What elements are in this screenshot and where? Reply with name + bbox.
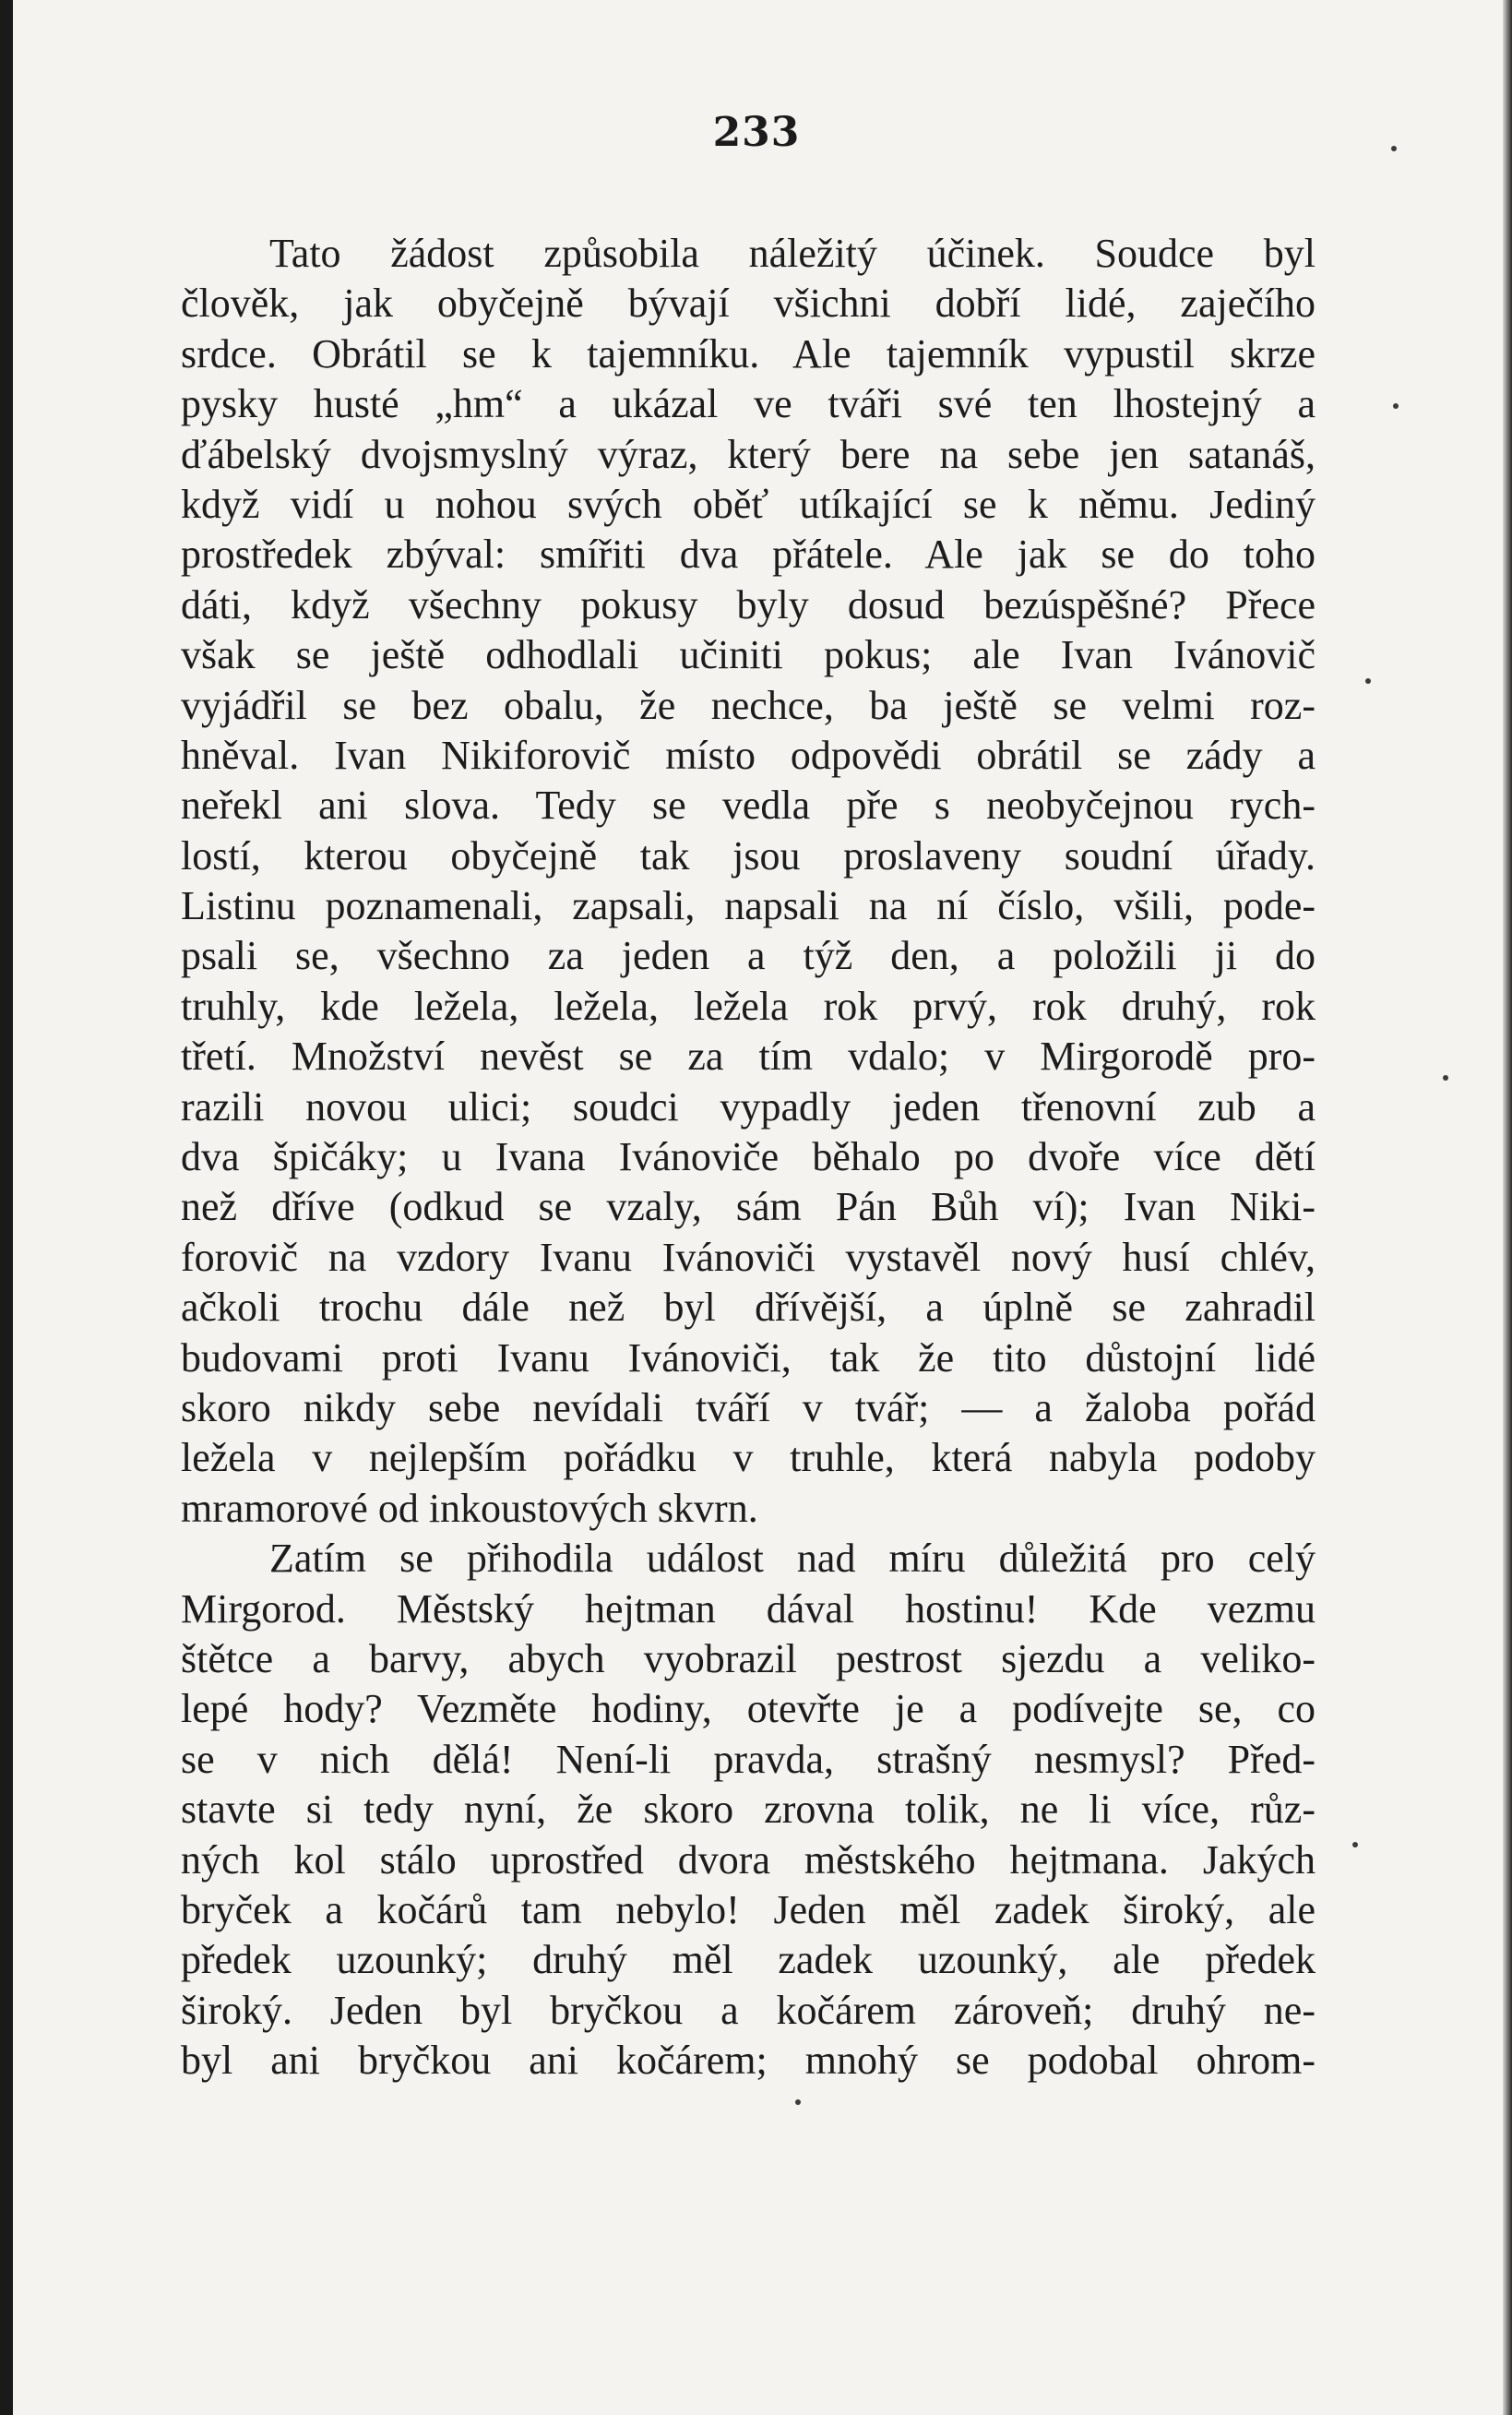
scan-right-edge [1503,0,1512,2415]
text-line: dáti, když všechny pokusy byly dosud bezúspěšné? Přece [181,581,1316,628]
text-line: ačkoli trochu dále než byl dřívější, a úplně se zahradil [181,1285,1316,1331]
text-line: člověk, jak obyčejně bývají všichni dobří lidé, zaječího [181,281,1316,327]
text-line: třetí. Množství nevěst se za tím vdalo; v Mirgorodě pro- [181,1034,1316,1080]
text-line: ďábelský dvojsmyslný výraz, který bere na sebe jen satanáš, [181,431,1316,477]
scan-speck [1393,403,1399,409]
text-line: forovič na vzdory Ivanu Ivánoviči vystavěl nový husí chlév, [181,1234,1316,1280]
text-line: srdce. Obrátil se k tajemníku. Ale tajemník vypustil skrze [181,330,1316,377]
text-line: Zatím se přihodila událost nad míru důležitá pro celý [269,1536,1316,1582]
text-line: předek uzounký; druhý měl zadek uzounký, ale předek [181,1937,1316,1983]
text-line: pysky husté „hm“ a ukázal ve tváři své ten lhostejný a [181,381,1316,427]
text-line: široký. Jeden byl bryčkou a kočárem zároveň; druhý ne- [181,1987,1316,2033]
scan-left-edge [0,0,13,2415]
text-line: vyjádřil se bez obalu, že nechce, ba ještě se velmi roz- [181,682,1316,728]
text-line: razili novou ulici; soudci vypadly jeden třenovní zub a [181,1083,1316,1130]
text-line: stavte si tedy nyní, že skoro zrovna tolik, ne li více, růz- [181,1787,1316,1833]
page-number: 233 [712,109,801,156]
text-line: ných kol stálo uprostřed dvora městského hejtmana. Jakých [181,1836,1316,1883]
text-line: bryček a kočárů tam nebylo! Jeden měl zadek široký, ale [181,1886,1316,1932]
text-line: když vidí u nohou svých oběť utíkající se k němu. Jediný [181,481,1316,527]
text-line: však se ještě odhodlali učiniti pokus; ale Ivan Ivánovič [181,632,1316,678]
text-line: dva špičáky; u Ivana Ivánoviče běhalo po dvoře více dětí [181,1134,1316,1180]
body-text [181,229,1316,2086]
text-line: Listinu poznamenali, zapsali, napsali na ní číslo, všili, pode- [181,883,1316,929]
scan-speck [1391,146,1397,151]
scan-speck [1365,678,1371,684]
text-line: ležela v nejlepším pořádku v truhle, která nabyla podoby [181,1435,1316,1481]
text-line: mramorové od inkoustových skvrn. [181,1485,758,1531]
text-line: lostí, kterou obyčejně tak jsou proslaveny soudní úřady. [181,832,1316,879]
text-line: byl ani bryčkou ani kočárem; mnohý se podobal ohrom- [181,2038,1316,2084]
text-line: prostředek zbýval: smířiti dva přátele. Ale jak se do toho [181,532,1316,578]
text-line: skoro nikdy sebe nevídali tváří v tvář; — a žaloba pořád [181,1384,1316,1430]
text-line: lepé hody? Vezměte hodiny, otevřte je a podívejte se, co [181,1686,1316,1732]
text-line: Mirgorod. Městský hejtman dával hostinu! Kde vezmu [181,1585,1316,1632]
text-line: Tato žádost způsobila náležitý účinek. Soudce byl [269,231,1316,276]
text-line: hněval. Ivan Nikiforovič místo odpovědi obrátil se zády a [181,732,1316,778]
text-line: budovami proti Ivanu Ivánoviči, tak že tito důstojní lidé [181,1334,1316,1381]
scan-speck [1443,1075,1448,1081]
text-line: než dříve (odkud se vzaly, sám Pán Bůh ví); Ivan Niki- [181,1184,1316,1230]
scan-speck [795,2099,801,2105]
text-line: se v nich dělá! Není-li pravda, strašný nesmysl? Před- [181,1736,1316,1782]
text-line: truhly, kde ležela, ležela, ležela rok prvý, rok druhý, rok [181,983,1316,1029]
text-line: štětce a barvy, abych vyobrazil pestrost sjezdu a veliko- [181,1635,1316,1681]
text-line: psali se, všechno za jeden a týž den, a položili ji do [181,933,1316,979]
text-line: neřekl ani slova. Tedy se vedla pře s neobyčejnou rych- [181,783,1316,829]
scan-speck [1352,1842,1358,1847]
